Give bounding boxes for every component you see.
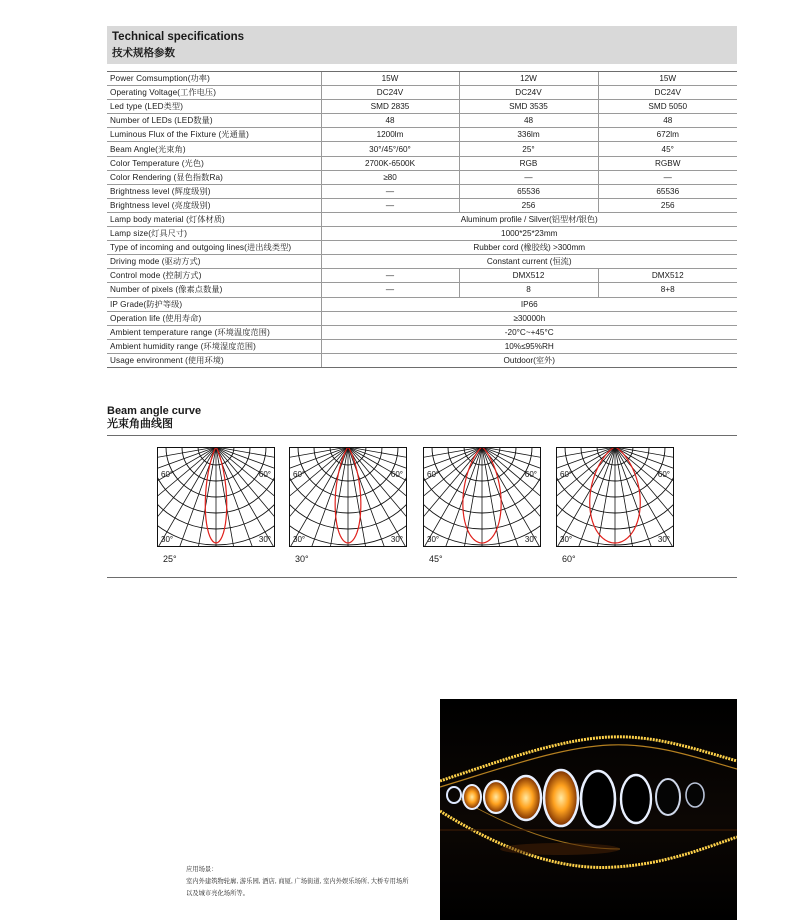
beam-top-rule — [107, 435, 737, 436]
grid-label-upper-right: 60° — [524, 470, 537, 479]
spec-row-label: Type of incoming and outgoing lines(进出线类型) — [107, 241, 321, 255]
spec-row-label: Number of LEDs (LED数量) — [107, 114, 321, 128]
spec-row-value: 12W — [459, 72, 598, 86]
spec-row-value: 1200lm — [321, 128, 459, 142]
spec-row — [107, 325, 737, 339]
spec-header-bar — [107, 26, 737, 64]
spec-row-label: Operating Voltage(工作电压) — [107, 86, 321, 100]
spec-row-label: Color Rendering (显色指数Ra) — [107, 170, 321, 184]
spec-row — [107, 227, 737, 241]
spec-row-label: Led type (LED类型) — [107, 100, 321, 114]
spec-row-value: 30°/45°/60° — [321, 142, 459, 156]
grid-label-upper-left: 60° — [161, 470, 174, 479]
spec-row-value: DC24V — [598, 86, 737, 100]
spec-row — [107, 212, 737, 226]
beam-diagram-45 — [423, 447, 541, 547]
spec-row-label: Color Temperature (光色) — [107, 156, 321, 170]
spec-row-value: RGBW — [598, 156, 737, 170]
spec-row-value: 8+8 — [598, 283, 737, 297]
spec-row-value: Constant current (恒流) — [321, 255, 737, 269]
spec-title-en: Technical specifications — [112, 31, 245, 43]
spec-row-value: 48 — [459, 114, 598, 128]
spec-row-value: ≥80 — [321, 170, 459, 184]
spec-row — [107, 114, 737, 128]
spec-row — [107, 72, 737, 86]
spec-row — [107, 86, 737, 100]
spec-table — [107, 71, 737, 368]
spec-row — [107, 311, 737, 325]
grid-label-lower-left: 30° — [161, 535, 174, 544]
grid-label-lower-right: 30° — [390, 535, 403, 544]
spec-row-value: — — [321, 184, 459, 198]
spec-row — [107, 100, 737, 114]
spec-row-value: Aluminum profile / Silver(铝型材/银色) — [321, 212, 737, 226]
beam-title-cn: 光束角曲线图 — [107, 418, 173, 430]
spec-row-value: 15W — [598, 72, 737, 86]
spec-row-value: — — [321, 283, 459, 297]
spec-row-value: DMX512 — [459, 269, 598, 283]
spec-row-value: 672lm — [598, 128, 737, 142]
grid-label-upper-right: 60° — [258, 470, 271, 479]
spec-row-label: Beam Angle(光束角) — [107, 142, 321, 156]
spec-row-value: — — [598, 170, 737, 184]
spec-row-value: — — [321, 198, 459, 212]
spec-row-value: RGB — [459, 156, 598, 170]
spec-row-value: 8 — [459, 283, 598, 297]
grid-label-lower-left: 30° — [293, 535, 306, 544]
spec-row-value: 65536 — [598, 184, 737, 198]
spec-row — [107, 128, 737, 142]
spec-row-label: Driving mode (驱动方式) — [107, 255, 321, 269]
spec-row-label: Luminous Flux of the Fixture (光通量) — [107, 128, 321, 142]
caption-line-2: 室内外建筑物轮廓, 游乐园, 酒店, 商厦, 广场街道, 室内外娱乐场所, 大桥专用场所 — [186, 878, 409, 885]
caption-line-1: 应用场景： — [186, 866, 218, 873]
grid-label-lower-left: 30° — [560, 535, 573, 544]
spec-row-value: — — [321, 269, 459, 283]
beam-diagram-60 — [556, 447, 674, 547]
spec-row-value: -20°C~+45°C — [321, 325, 737, 339]
beam-diagram-label: 30° — [295, 554, 309, 564]
spec-row — [107, 156, 737, 170]
spec-table-body — [107, 72, 737, 368]
spec-row — [107, 241, 737, 255]
spec-row — [107, 353, 737, 367]
spec-row-value: IP66 — [321, 297, 737, 311]
spec-row-value: 25° — [459, 142, 598, 156]
spec-row-value: 336lm — [459, 128, 598, 142]
spec-row-value: — — [459, 170, 598, 184]
spec-row-label: Control mode (控制方式) — [107, 269, 321, 283]
beam-diagram-label: 25° — [163, 554, 177, 564]
spec-row — [107, 269, 737, 283]
spec-row-label: Lamp body material (灯体材质) — [107, 212, 321, 226]
spec-row-value: Rubber cord (橡胶线) >300mm — [321, 241, 737, 255]
spec-row-value: 256 — [598, 198, 737, 212]
beam-section-title — [107, 405, 201, 431]
spec-row-label: IP Grade(防护等级) — [107, 297, 321, 311]
grid-label-upper-left: 60° — [427, 470, 440, 479]
spec-row-value: 15W — [321, 72, 459, 86]
spec-row-value: SMD 3535 — [459, 100, 598, 114]
spec-row-value: 65536 — [459, 184, 598, 198]
spec-row-value: 45° — [598, 142, 737, 156]
spec-row-value: SMD 2835 — [321, 100, 459, 114]
spec-row — [107, 170, 737, 184]
spec-row — [107, 184, 737, 198]
spec-row-value: 256 — [459, 198, 598, 212]
spec-row-label: Number of pixels (像素点数量) — [107, 283, 321, 297]
spec-row-value: SMD 5050 — [598, 100, 737, 114]
spec-row-value: DMX512 — [598, 269, 737, 283]
bridge-night-photo — [440, 699, 737, 920]
spec-row — [107, 339, 737, 353]
grid-label-lower-right: 30° — [657, 535, 670, 544]
spec-row-value: 48 — [321, 114, 459, 128]
grid-label-lower-right: 30° — [258, 535, 271, 544]
spec-row-value: 1000*25*23mm — [321, 227, 737, 241]
spec-row — [107, 297, 737, 311]
spec-row-value: 48 — [598, 114, 737, 128]
spec-row-label: Ambient humidity range (环境湿度范围) — [107, 339, 321, 353]
spec-row-value: 10%≤95%RH — [321, 339, 737, 353]
caption-line-3: 以及城市亮化场所等。 — [186, 890, 249, 897]
application-caption — [186, 864, 409, 900]
grid-label-upper-right: 60° — [390, 470, 403, 479]
spec-row-value: 2700K-6500K — [321, 156, 459, 170]
spec-row-value: DC24V — [459, 86, 598, 100]
grid-label-upper-right: 60° — [657, 470, 670, 479]
grid-label-lower-left: 30° — [427, 535, 440, 544]
beam-bottom-rule — [107, 577, 737, 578]
spec-title-cn: 技术规格参数 — [112, 47, 175, 59]
spec-row-value: Outdoor(室外) — [321, 353, 737, 367]
spec-row-label: Brightness level (辉度级别) — [107, 184, 321, 198]
spec-row-label: Ambient temperature range (环境温度范围) — [107, 325, 321, 339]
spec-row — [107, 198, 737, 212]
spec-row-label: Brightness level (亮度级别) — [107, 198, 321, 212]
spec-row-value: DC24V — [321, 86, 459, 100]
spec-row-label: Usage environment (使用环境) — [107, 353, 321, 367]
beam-diagram-25 — [157, 447, 275, 547]
beam-diagram-label: 60° — [562, 554, 576, 564]
grid-label-upper-left: 60° — [560, 470, 573, 479]
spec-row — [107, 283, 737, 297]
grid-label-lower-right: 30° — [524, 535, 537, 544]
spec-row-value: ≥30000h — [321, 311, 737, 325]
beam-diagram-label: 45° — [429, 554, 443, 564]
beam-title-en: Beam angle curve — [107, 405, 202, 417]
spec-row-label: Operation life (使用寿命) — [107, 311, 321, 325]
spec-row — [107, 142, 737, 156]
grid-label-upper-left: 60° — [293, 470, 306, 479]
spec-row-label: Power Comsumption(功率) — [107, 72, 321, 86]
spec-row — [107, 255, 737, 269]
beam-diagram-30 — [289, 447, 407, 547]
spec-row-label: Lamp size(灯具尺寸) — [107, 227, 321, 241]
